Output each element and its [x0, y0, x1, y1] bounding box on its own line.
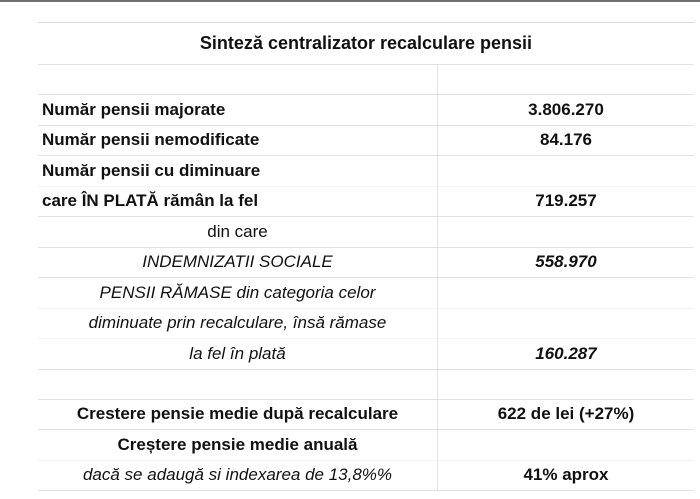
row-value: 719.257: [535, 191, 597, 211]
table-row: [38, 430, 694, 461]
row-label: INDEMNIZATII SOCIALE: [38, 248, 438, 278]
table-row: [38, 217, 694, 248]
row-value: [438, 309, 694, 339]
row-value: [438, 430, 694, 460]
row-label: Creștere pensie medie anuală: [38, 430, 438, 460]
row-label: dacă se adaugă si indexarea de 13,8%%: [38, 461, 438, 491]
row-value: [438, 217, 694, 247]
table-row: [38, 187, 694, 218]
table-row: [38, 278, 694, 309]
row-value: 3.806.270: [528, 99, 604, 119]
row-value: [438, 278, 694, 308]
table-row: [38, 248, 694, 279]
table-row: [38, 95, 694, 126]
row-label: PENSII RĂMASE din categoria celor: [38, 278, 438, 308]
row-value: [438, 156, 694, 186]
row-value: 41% aprox: [523, 465, 609, 485]
row-label: diminuate prin recalculare, însă rămase: [38, 309, 438, 339]
title-row: [38, 23, 694, 65]
row-value: 84.176: [540, 130, 592, 150]
row-label: Număr pensii majorate: [38, 95, 438, 125]
row-label: la fel în plată: [38, 339, 438, 369]
row-value: 622 de lei (+27%): [497, 404, 635, 424]
table-row: [38, 461, 694, 492]
table-row: [38, 309, 694, 340]
table-row: [38, 156, 694, 187]
row-label: Crestere pensie medie după recalculare: [38, 400, 438, 430]
blank-row: [38, 370, 694, 400]
row-label: din care: [38, 217, 438, 247]
summary-table: [38, 22, 694, 491]
row-value: 558.970: [535, 252, 597, 272]
blank-row: [38, 65, 694, 95]
row-value: 160.287: [535, 343, 597, 363]
row-label: care ÎN PLATĂ rămân la fel: [38, 187, 438, 217]
top-border-line: [0, 0, 700, 2]
table-title: Sinteză centralizator recalculare pensii: [199, 33, 533, 53]
table-row: [38, 126, 694, 157]
table-row: [38, 400, 694, 431]
table-row: [38, 339, 694, 370]
row-label: Număr pensii cu diminuare: [38, 156, 438, 186]
row-label: Număr pensii nemodificate: [38, 126, 438, 156]
